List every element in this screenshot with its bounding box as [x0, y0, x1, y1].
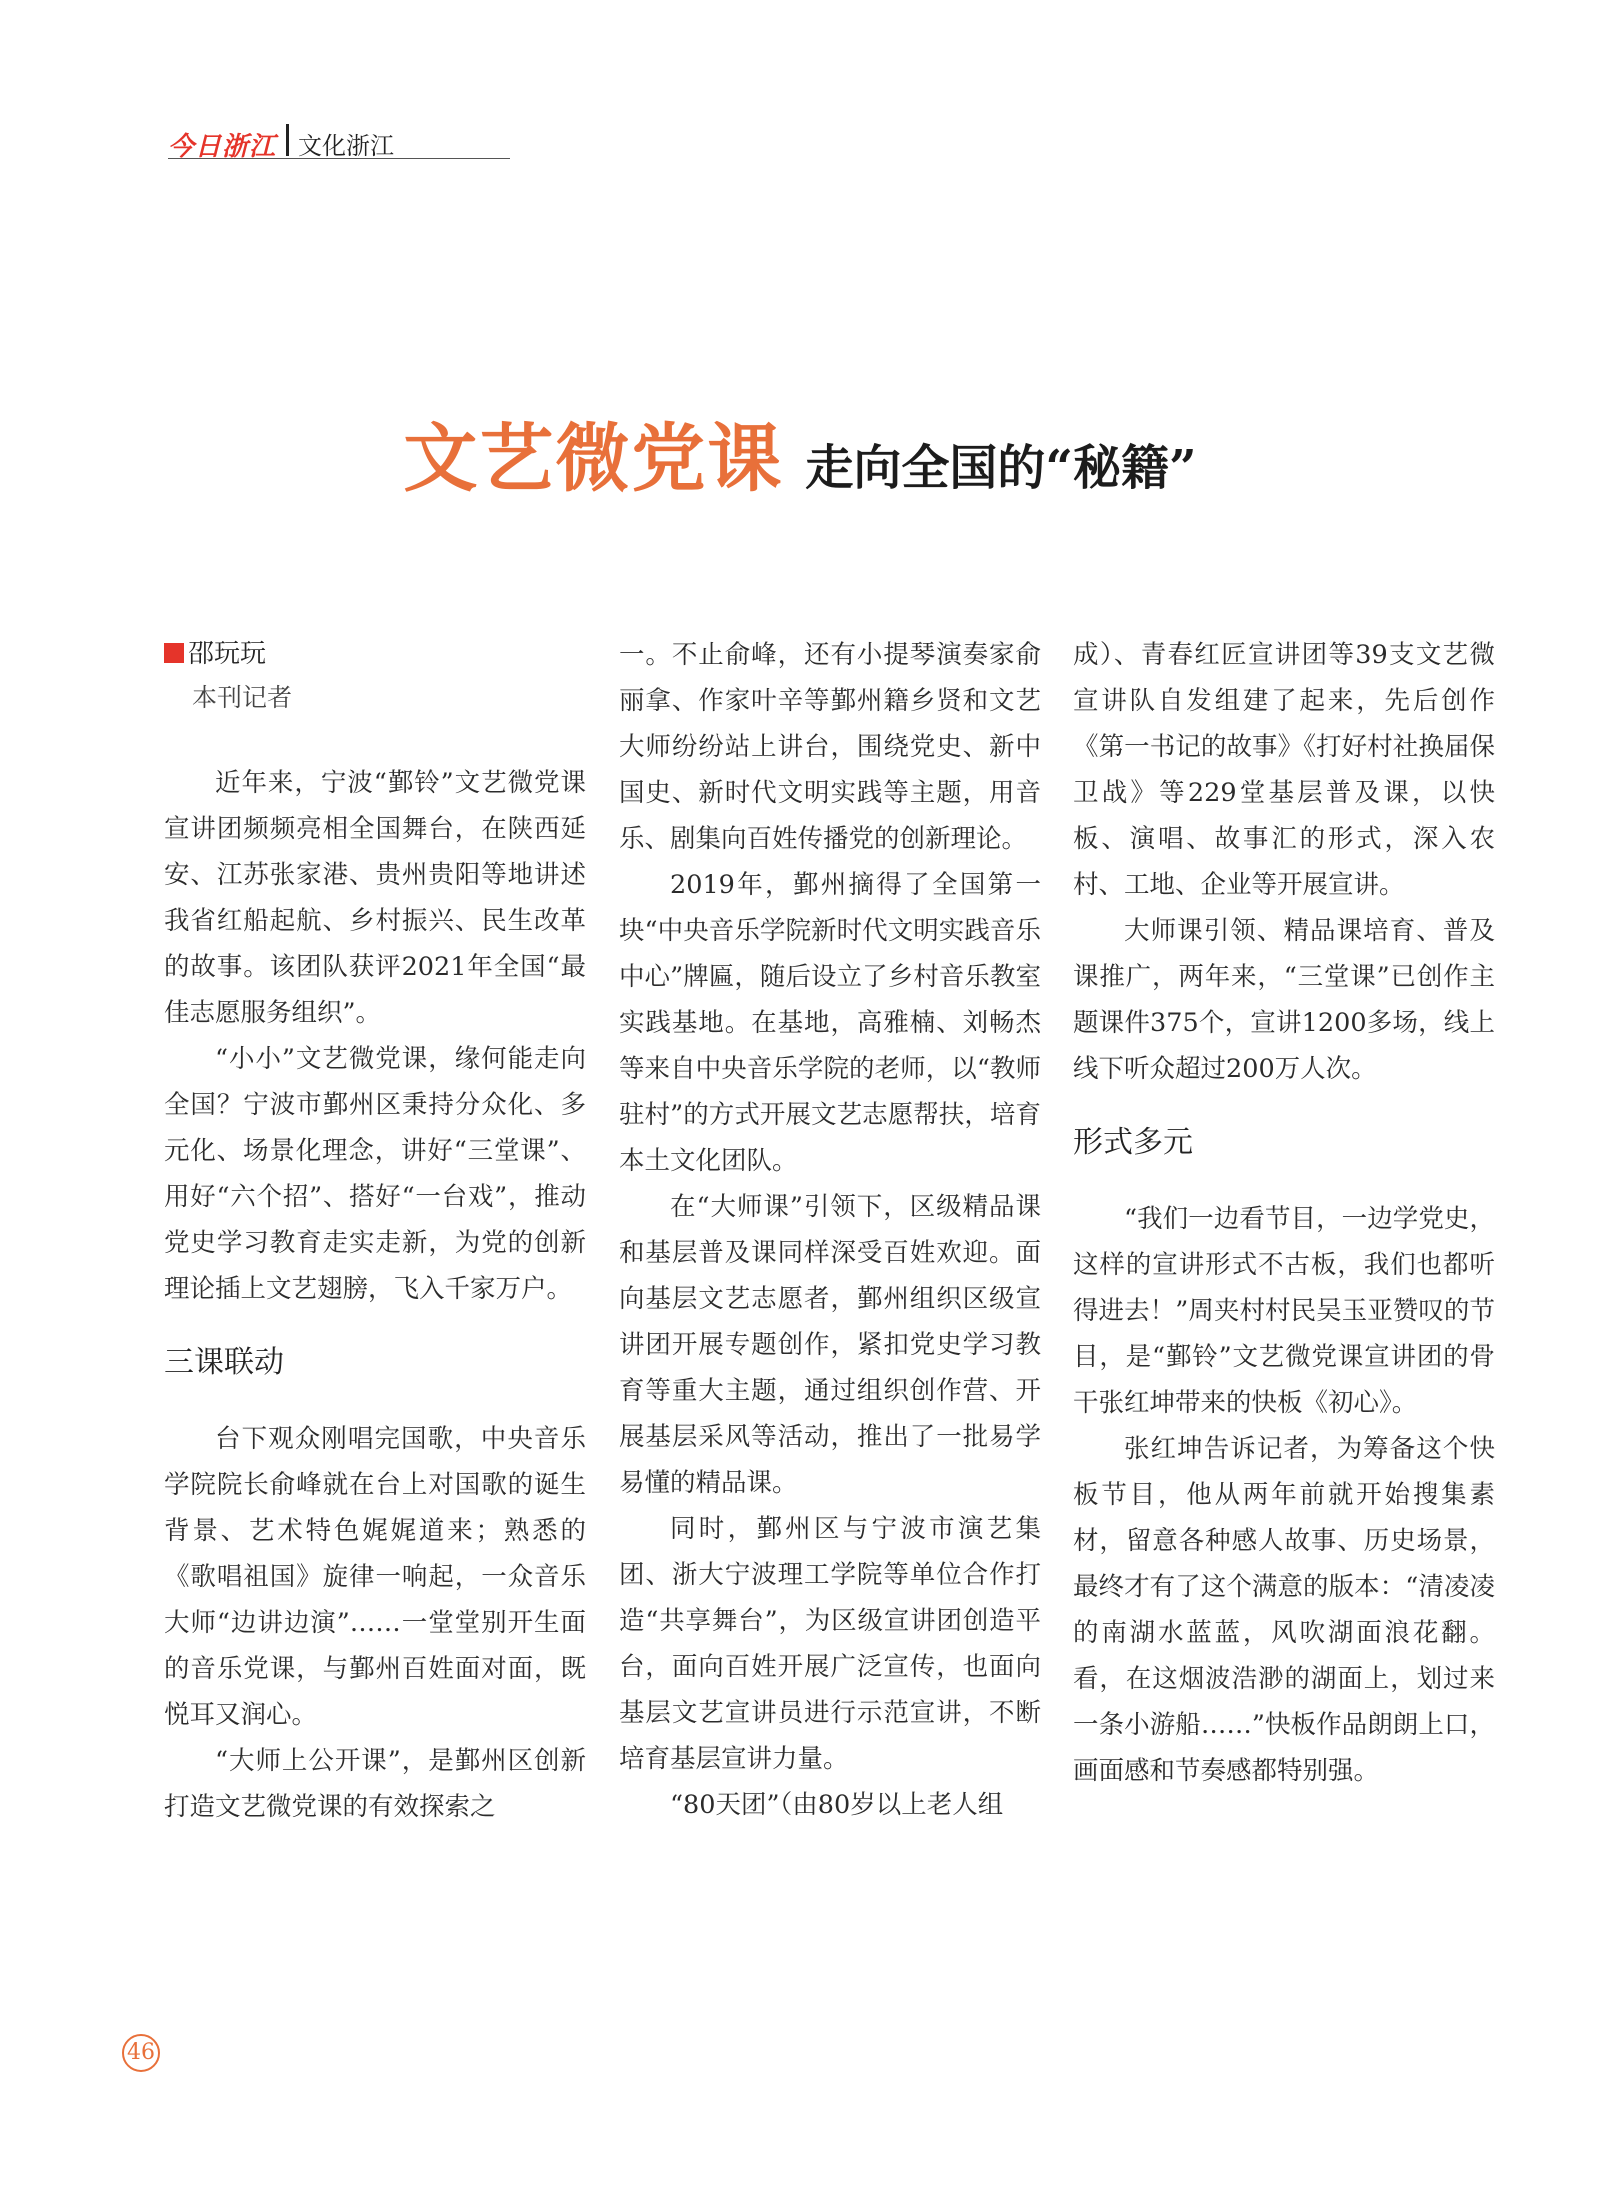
page-header — [168, 122, 510, 162]
subheading: 形式多元 — [1073, 1125, 1193, 1160]
paragraph: 2019年，鄞州摘得了全国第一块“中央音乐学院新时代文明实践音乐中心”牌匾，随后设立了乡村音乐教室实践基地。在基地，高雅楠、刘畅杰等来自中央音乐学院的老师，以“教师驻村”的方式开展文艺志愿帮扶，培育本土文化团队。 — [619, 870, 1041, 1176]
paragraph: 大师课引领、精品课培育、普及课推广，两年来，“三堂课”已创作主题课件375个，宣讲1200多场，线上线下听众超过200万人次。 — [1073, 916, 1495, 1084]
author-role: 本刊记者 — [192, 683, 293, 712]
header-divider — [286, 124, 289, 156]
column-2 — [619, 632, 1041, 1828]
paragraph: “80天团”（由80岁以上老人组 — [670, 1790, 1004, 1820]
column-3 — [1073, 632, 1495, 1794]
paragraph-continued: 一。不止俞峰，还有小提琴演奏家俞丽拿、作家叶辛等鄞州籍乡贤和文艺大师纷纷站上讲台，围绕党史、新中国史、新时代文明实践等主题，用音乐、剧集向百姓传播党的创新理论。 — [619, 640, 1041, 854]
paragraph: 台下观众刚唱完国歌，中央音乐学院院长俞峰就在台上对国歌的诞生背景、艺术特色娓娓道来；熟悉的《歌唱祖国》旋律一响起，一众音乐大师“边讲边演”……一堂堂别开生面的音乐党课，与鄞州百姓面对面，既悦耳又润心。 — [164, 1424, 586, 1730]
byline — [164, 632, 586, 720]
magazine-logo: 今日浙江 — [168, 132, 277, 162]
paragraph: “大师上公开课”，是鄞州区创新打造文艺微党课的有效探索之 — [164, 1746, 586, 1822]
author-marker-icon — [164, 643, 184, 663]
title-sub: 走向全国的“秘籍” — [805, 440, 1197, 496]
paragraph: 张红坤告诉记者，为筹备这个快板节目，他从两年前就开始搜集素材，留意各种感人故事、历史场景，最终才有了这个满意的版本：“清凌凌的南湖水蓝蓝，风吹湖面浪花翻。看，在这烟波浩渺的湖面上，划过来一条小游船……”快板作品朗朗上口，画面感和节奏感都特别强。 — [1073, 1434, 1495, 1786]
subheading: 三课联动 — [164, 1345, 284, 1380]
column-1 — [164, 632, 586, 1830]
paragraph: 近年来，宁波“鄞铃”文艺微党课宣讲团频频亮相全国舞台，在陕西延安、江苏张家港、贵州贵阳等地讲述我省红船起航、乡村振兴、民生改革的故事。该团队获评2021年全国“最佳志愿服务组织”。 — [164, 768, 586, 1028]
paragraph: “我们一边看节目，一边学党史，这样的宣讲形式不古板，我们也都听得进去！”周夹村村民吴玉亚赞叹的节目，是“鄞铃”文艺微党课宣讲团的骨干张红坤带来的快板《初心》。 — [1073, 1204, 1495, 1418]
section-label: 文化浙江 — [298, 132, 394, 160]
page-number: 46 — [122, 2034, 160, 2072]
title-main: 文艺微党课 — [403, 416, 784, 502]
author — [164, 632, 586, 676]
author-name: 邵玩玩 — [188, 639, 267, 669]
article-title — [0, 400, 1600, 506]
paragraph: “小小”文艺微党课，缘何能走向全国？宁波市鄞州区秉持分众化、多元化、场景化理念，讲好“三堂课”、用好“六个招”、搭好“一台戏”，推动党史学习教育走实走新，为党的创新理论插上文艺翅膀，飞入千家万户。 — [164, 1044, 586, 1304]
paragraph-continued: 成）、青春红匠宣讲团等39支文艺微宣讲队自发组建了起来，先后创作《第一书记的故事》《打好村社换届保卫战》等229堂基层普及课，以快板、演唱、故事汇的形式，深入农村、工地、企业等开展宣讲。 — [1073, 640, 1495, 900]
paragraph: 同时，鄞州区与宁波市演艺集团、浙大宁波理工学院等单位合作打造“共享舞台”，为区级宣讲团创造平台，面向百姓开展广泛宣传，也面向基层文艺宣讲员进行示范宣讲，不断培育基层宣讲力量。 — [619, 1514, 1041, 1774]
paragraph: 在“大师课”引领下，区级精品课和基层普及课同样深受百姓欢迎。面向基层文艺志愿者，鄞州组织区级宣讲团开展专题创作，紧扣党史学习教育等重大主题，通过组织创作营、开展基层采风等活动，推出了一批易学易懂的精品课。 — [619, 1192, 1041, 1498]
